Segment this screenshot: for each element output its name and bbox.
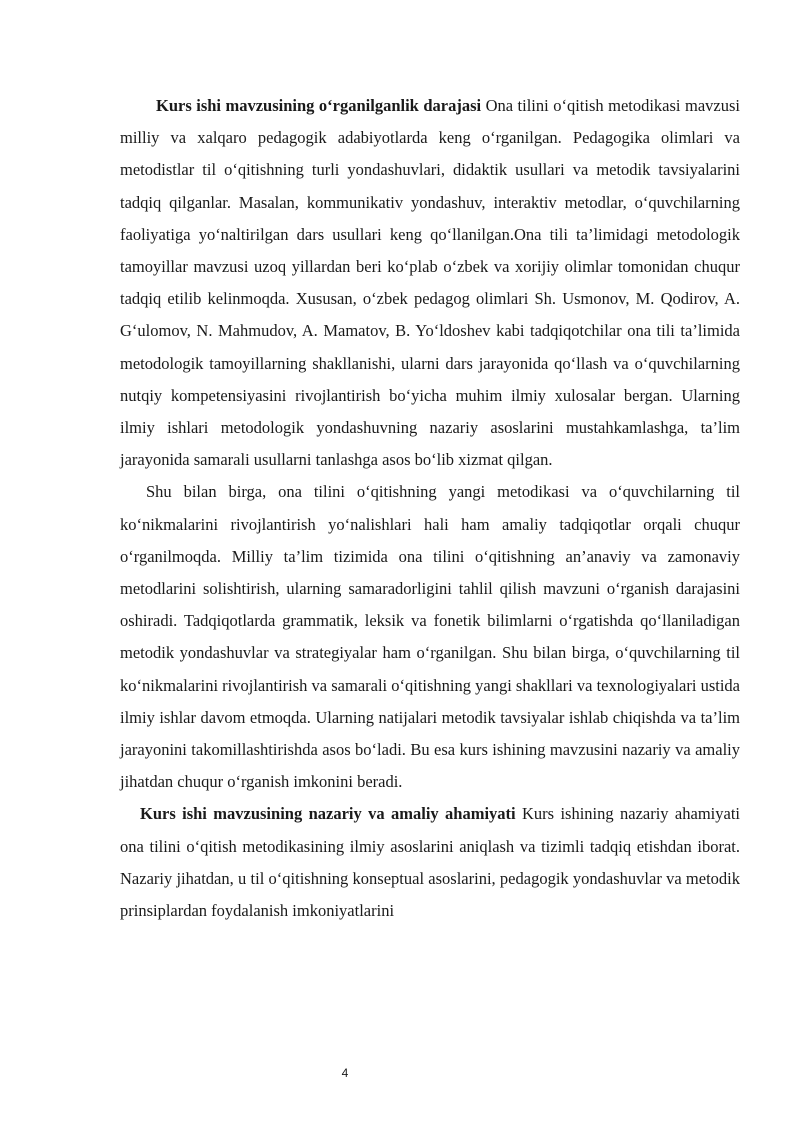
paragraph-significance bbox=[120, 798, 740, 927]
paragraph-new-methodology bbox=[120, 476, 740, 798]
section-heading-significance: Kurs ishi mavzusining nazariy va amaliy ahamiyati bbox=[140, 804, 516, 824]
paragraph-text: Shu bilan birga, ona tilini o‘qitishning yangi metodikasi va o‘quvchilarning til ko‘nikmalarini rivojlantirish yo‘nalishlari hali ham amaliy tadqiqotlar orqali chuqur o‘rganilmoqda. Milliy ta’lim tizimida ona tilini o‘qitishning an’anaviy va zamonaviy metodlarini solishtirish, ularning samaradorligini tahlil qilish mavzuni o‘rganish darajasini oshiradi. Tadqiqotlarda grammatik, leksik va fonetik bilimlarni o‘rgatishda qo‘llaniladigan metodik yondashuvlar va strategiyalar ham o‘rganilgan. Shu bilan birga, o‘quvchilarning til ko‘nikmalarini rivojlantirish va samarali o‘qitishning yangi shakllari va texnologiyalari ustida ilmiy ishlar davom etmoqda. Ularning natijalari metodik tavsiyalar ishlab chiqishda va ta’lim jarayonini takomillashtirishda asos bo‘ladi. Bu esa kurs ishining mavzusini nazariy va amaliy jihatdan chuqur o‘rganish imkonini beradi. bbox=[120, 482, 740, 792]
document-body bbox=[120, 90, 740, 927]
page-number: 4 bbox=[341, 1066, 349, 1080]
paragraph-level-of-study bbox=[120, 90, 740, 476]
paragraph-text: Ona tilini o‘qitish metodikasi mavzusi milliy va xalqaro pedagogik adabiyotlarda keng o‘rganilgan. Pedagogika olimlari va metodistlar til o‘qitishning turli yondashuvlari, didaktik usullari va metodik tavsiyalarini tadqiq qilganlar. Masalan, kommunikativ yondashuv, interaktiv metodlar, o‘quvchilarning faoliyatiga yo‘naltirilgan dars usullari keng qo‘llanilgan.Ona tili ta’limidagi metodologik tamoyillar mavzusi uzoq yillardan beri ko‘plab o‘zbek va xorijiy olimlar tomonidan chuqur tadqiq etilib kelinmoqda. Xususan, o‘zbek pedagog olimlari Sh. Usmonov, M. Qodirov, A. G‘ulomov, N. Mahmudov, A. Mamatov, B. Yo‘ldoshev kabi tadqiqotchilar ona tili ta’limida metodologik tamoyillarning shakllanishi, ularni dars jarayonida qo‘llash va o‘quvchilarning nutqiy kompetensiyasini rivojlantirish bo‘yicha muhim ilmiy xulosalar bergan. Ularning ilmiy ishlari metodologik yondashuvning nazariy asoslarini mustahkamlashga, ta’lim jarayonida samarali usullarni tanlashga asos bo‘lib xizmat qilgan. bbox=[120, 96, 740, 470]
paragraph-text: Kurs ishining nazariy ahamiyati ona tilini o‘qitish metodikasining ilmiy asoslarini aniqlash va tizimli tadqiq etishdan iborat. Nazariy jihatdan, u til o‘qitishning konseptual asoslarini, pedagogik yondashuvlar va metodik prinsiplardan foydalanish imkoniyatlarini bbox=[120, 804, 740, 921]
section-heading-level-of-study: Kurs ishi mavzusining o‘rganilganlik darajasi bbox=[156, 96, 482, 115]
